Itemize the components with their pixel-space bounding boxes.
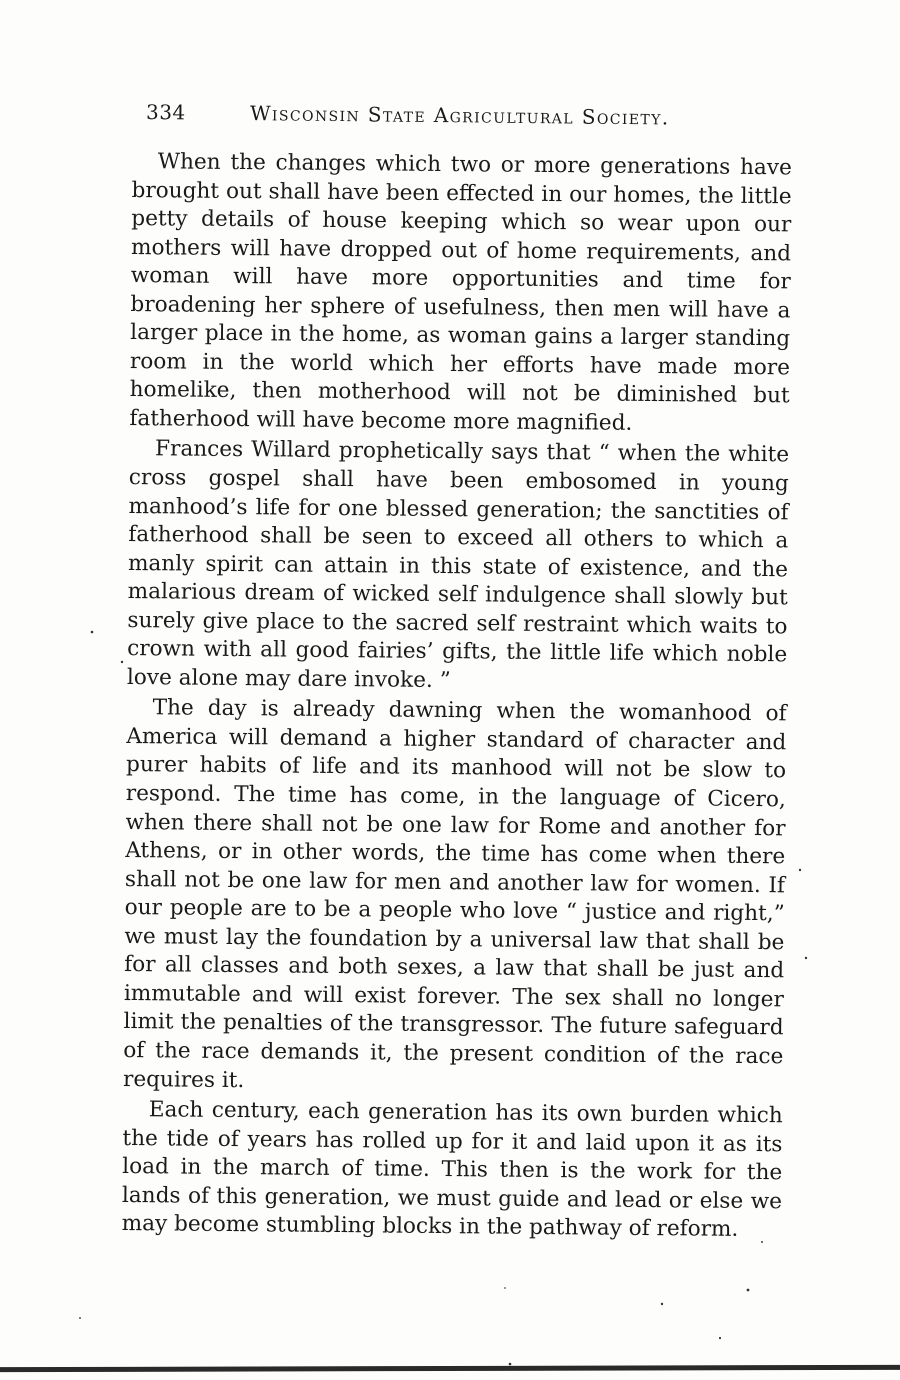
scan-edge-rule — [0, 1365, 900, 1372]
speck — [91, 631, 94, 634]
running-head: Wisconsin State Agricultural Society. — [249, 101, 670, 130]
speck — [661, 1303, 663, 1305]
paragraph-3: The day is already dawning when the womanhood of America will demand a higher standard of character and purer habits of life and its manhood will not be slow to respond. The time has come, in the language of Cicero, when there shall not be one law for Rome and another for Athens, or in other words, the time has come when there shall not be one law for men and another law for women. If our people are to be a people who love “ justice and right,” we must lay the foundation by a universal law that shall be for all classes and both sexes, a law that shall be just and immutable and will exist forever. The sex shall no longer limit the penalties of the transgressor. The future safeguard of the race demands it, the present condition of the race requires it. — [122, 695, 787, 1093]
speck — [121, 661, 123, 663]
paragraph-2: Frances Willard prophetically says that “ when the white cross gospel shall have been embosomed in young manhood’s life for one blessed generation; the sanctities of fatherhood shall be seen to exceed all others to which a manly spirit can attain in this state of existence, and the malarious dream of wicked self indulgence shall slowly but surely give place to the sacred self restraint which waits to crown with all good fairies’ gifts, the little life which noble love alone may dare invoke. ” — [126, 436, 790, 693]
speck — [719, 1337, 721, 1339]
paragraph-1: When the changes which two or more generations have brought out shall have been effected in our homes, the little petty details of house keeping which so wear upon our mothers will have dropped out of home requirements, and woman will have more opportunities and time for broadening her sphere of usefulness, then men will have a larger place in the home, as woman gains a larger standing room in the world which her efforts have made more homelike, then motherhood will not be diminished but fatherhood will have become more magnified. — [129, 149, 792, 436]
speck — [799, 869, 801, 871]
speck — [747, 1289, 750, 1292]
page-header — [146, 100, 716, 138]
paragraph-4: Each century, each generation has its own burden which the tide of years has rolled up for it and laid upon it as its load in the march of time. This then is the work for the lands of this generation, we must guide and lead or else we may become stumbling blocks in the pathway of reform. — [121, 1097, 783, 1243]
page-number: 334 — [145, 100, 186, 125]
speck — [504, 1287, 506, 1289]
speck — [805, 957, 807, 959]
body-text — [122, 148, 792, 1245]
speck — [79, 1317, 81, 1319]
